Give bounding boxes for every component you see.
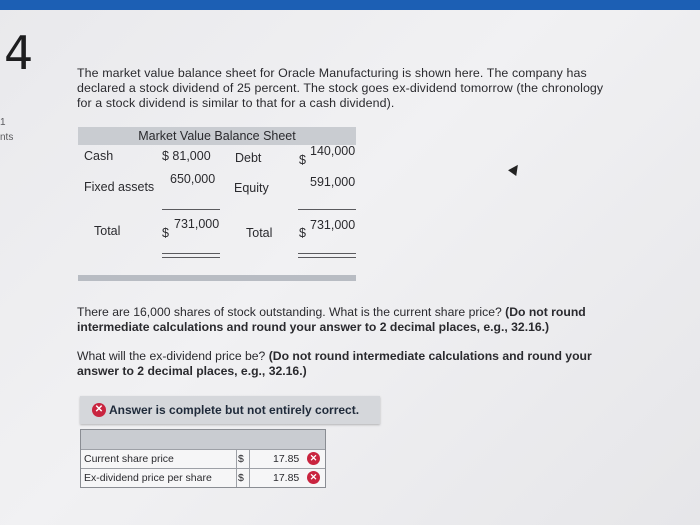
total-assets-value: 731,000 [174,217,220,231]
question-1-instructions: (Do not round intermediate calculations and round your answer to 2 decimal places, e.g., 32.16.) [77,305,586,334]
x-circle-icon: ✕ [92,403,106,417]
incorrect-icon: ✕ [307,452,320,465]
answer-status-banner [80,396,380,424]
total-liabilities-value: 731,000 [310,218,356,232]
answer-row-ex-dividend-price [81,468,325,487]
debt-label: Debt [235,151,262,165]
subtotal-line-right [298,209,356,210]
top-bar [0,0,700,10]
total-double-line-left-2 [162,257,220,258]
equity-label: Equity [234,181,269,195]
question-2-instructions: (Do not round intermediate calculations and round your answer to 2 decimal places, e.g., 32.16.) [77,349,592,378]
answer-status-text: Answer is complete but not entirely correct. [109,403,360,417]
answer-row-current-price [81,449,325,468]
debt-value: 140,000 [310,144,356,158]
answer-table [80,429,326,488]
sidebar-points-value: 1 [0,117,6,128]
problem-intro: The market value balance sheet for Oracle Manufacturing is shown here. The company has declared a stock dividend of 25 percent. The stock goes ex-dividend tomorrow (the chronology for a stock dividend is similar to that for a cash dividend). [77,66,604,110]
mouse-cursor-icon [508,162,522,176]
cash-value: $ 81,000 [162,149,211,163]
ex-dividend-price-input[interactable]: 17.85 [273,472,300,484]
answer-currency: $ [238,453,244,465]
equity-value: 591,000 [310,175,356,189]
question-2 [77,349,607,378]
debt-currency: $ [299,153,306,167]
total-double-line-right-1 [298,253,356,254]
total-assets-label: Total [94,224,121,238]
total-liabilities-currency: $ [299,226,306,240]
answer-table-header [81,430,325,449]
current-share-price-input[interactable]: 17.85 [273,453,300,465]
subtotal-line-left [162,209,220,210]
question-1-text: There are 16,000 shares of stock outstanding. What is the current share price? [77,305,502,319]
total-double-line-left-1 [162,253,220,254]
fixed-assets-label: Fixed assets [84,180,155,194]
question-1 [77,305,607,334]
balance-sheet-title: Market Value Balance Sheet [78,127,356,145]
answer-currency: $ [238,472,244,484]
sidebar-points-label: nts [0,132,14,143]
answer-label: Current share price [84,453,174,465]
question-2-text: What will the ex-dividend price be? [77,349,266,363]
fixed-assets-value: 650,000 [170,172,216,186]
answer-label: Ex-dividend price per share [84,472,212,484]
total-liabilities-label: Total [246,226,273,240]
question-number: 4 [4,26,34,80]
table-bottom-bar [78,275,356,281]
total-double-line-right-2 [298,257,356,258]
incorrect-icon: ✕ [307,471,320,484]
total-assets-currency: $ [162,226,169,240]
cash-label: Cash [84,149,114,163]
